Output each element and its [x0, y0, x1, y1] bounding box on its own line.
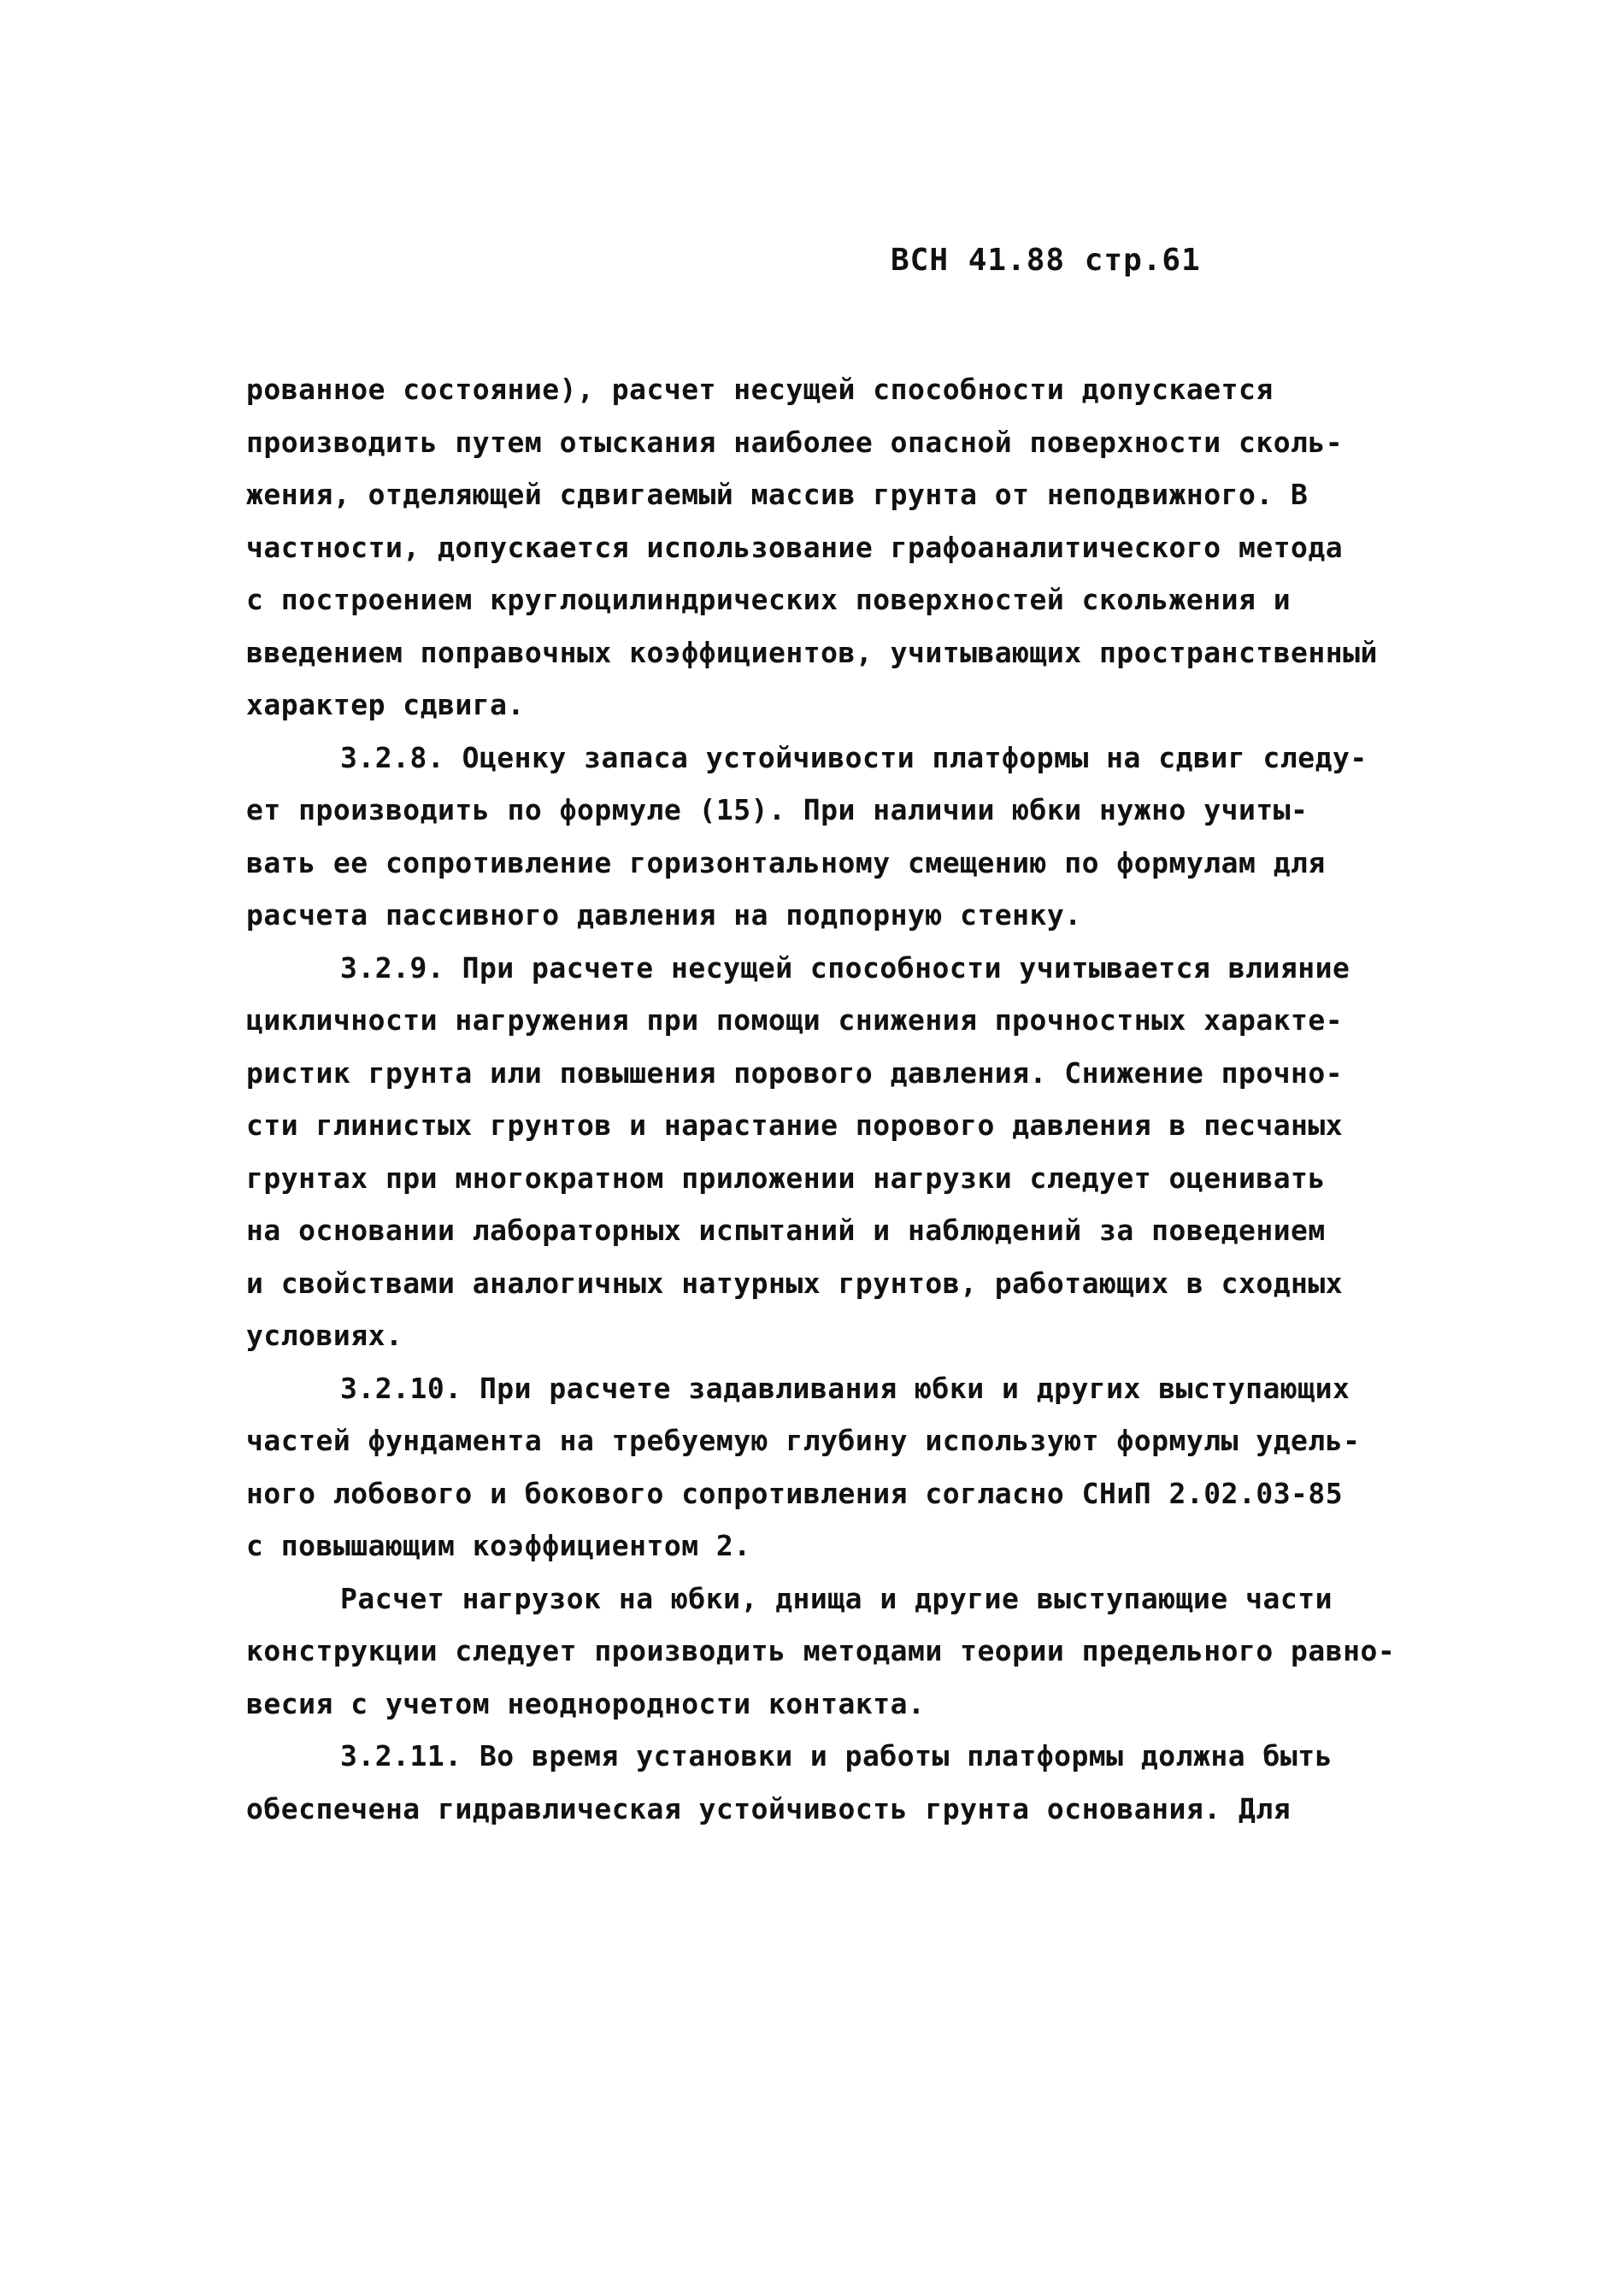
text-line: цикличности нагружения при помощи снижения прочностных характе-	[246, 1003, 1344, 1037]
page-header: ВСН 41.88 стр.61	[891, 243, 1201, 278]
text-line: и свойствами аналогичных натурных грунтов, работающих в сходных	[246, 1266, 1344, 1300]
body-text	[246, 363, 1396, 1835]
text-line: характер сдвига.	[246, 688, 525, 721]
text-line: ного лобового и бокового сопротивления согласно СНиП 2.02.03-85	[246, 1476, 1344, 1510]
text-line: с повышающим коэффициентом 2.	[246, 1529, 751, 1562]
text-line: жения, отделяющей сдвигаемый массив грунта от неподвижного. В	[246, 478, 1309, 511]
paragraph-3-2-10-start: 3.2.10. При расчете задавливания юбки и других выступающих	[340, 1371, 1350, 1405]
text-line: обеспечена гидравлическая устойчивость грунта основания. Для	[246, 1791, 1292, 1825]
text-line: с построением круглоцилиндрических поверхностей скольжения и	[246, 583, 1292, 616]
paragraph-3-2-11-start: 3.2.11. Во время установки и работы платформы должна быть	[340, 1739, 1333, 1772]
text-line: частности, допускается использование графоаналитического метода	[246, 530, 1344, 564]
text-line: весия с учетом неоднородности контакта.	[246, 1686, 926, 1720]
text-line: ет производить по формуле (15). При наличии юбки нужно учиты-	[246, 793, 1309, 826]
text-line: вать ее сопротивление горизонтальному смещению по формулам для	[246, 845, 1326, 879]
text-line: сти глинистых грунтов и нарастание порового давления в песчаных	[246, 1108, 1344, 1142]
text-line: конструкции следует производить методами теории предельного равно-	[246, 1634, 1396, 1667]
paragraph-3-2-8-start: 3.2.8. Оценку запаса устойчивости платформы на сдвиг следу-	[340, 740, 1368, 774]
text-line: условиях.	[246, 1319, 403, 1352]
paragraph-load-calculation-start: Расчет нагрузок на юбки, днища и другие выступающие части	[340, 1581, 1333, 1615]
text-line: производить путем отыскания наиболее опасной поверхности сколь-	[246, 425, 1344, 459]
text-line: частей фундамента на требуемую глубину используют формулы удель-	[246, 1424, 1361, 1457]
text-line: расчета пассивного давления на подпорную стенку.	[246, 898, 1082, 932]
text-line: грунтах при многократном приложении нагрузки следует оценивать	[246, 1161, 1326, 1195]
text-line: ристик грунта или повышения порового давления. Снижение прочно-	[246, 1055, 1344, 1090]
text-line: рованное состояние), расчет несущей способности допускается	[246, 373, 1274, 406]
text-line: введением поправочных коэффициентов, учитывающих пространственный	[246, 635, 1378, 669]
paragraph-3-2-9-start: 3.2.9. При расчете несущей способности учитывается влияние	[340, 950, 1350, 985]
text-line: на основании лабораторных испытаний и наблюдений за поведением	[246, 1214, 1326, 1247]
